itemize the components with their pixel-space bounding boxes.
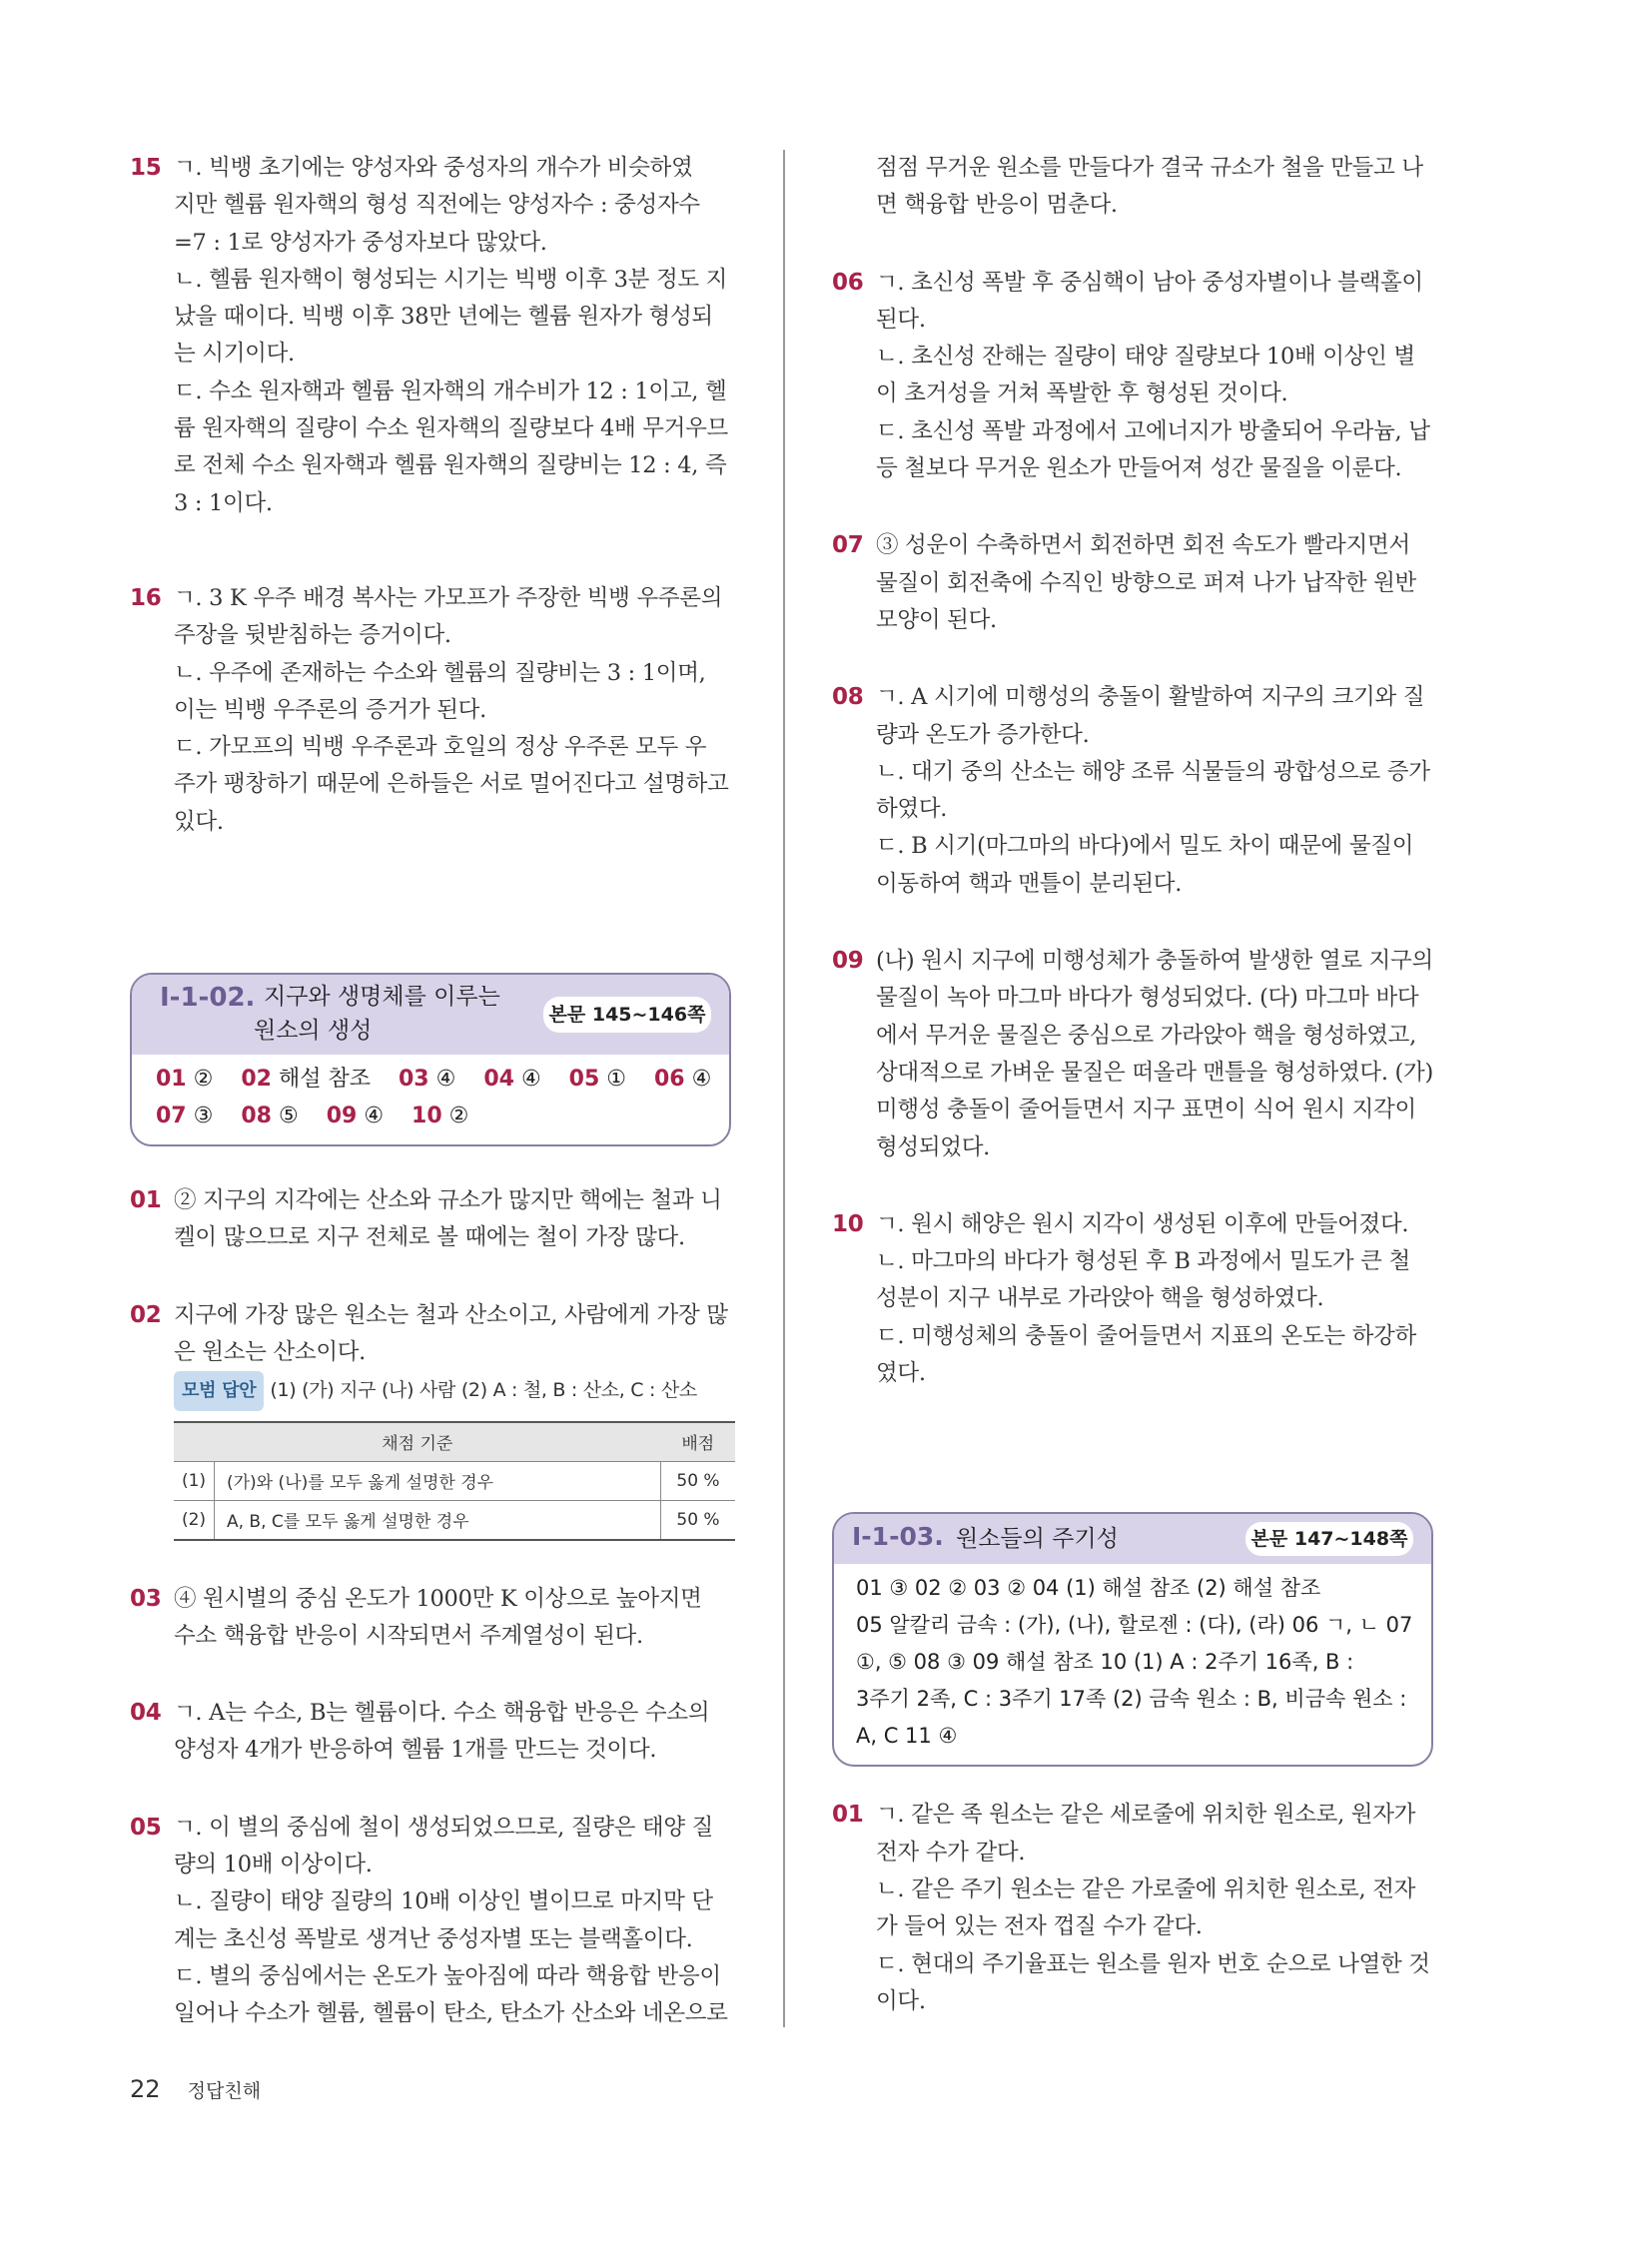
answer-line: ㄱ. A 시기에 미행성의 충돌이 활발하여 지구의 크기와 질 [876, 684, 1425, 711]
answer-line: 가 들어 있는 전자 껍질 수가 같다. [876, 1913, 1203, 1940]
answer-line: ㄴ. 대기 중의 산소는 해양 조류 식물들의 광합성으로 증가 [876, 758, 1430, 785]
model-answer-badge: 모범 답안 [174, 1371, 264, 1410]
answer-key-number: 10 [412, 1104, 442, 1129]
answer-line: 수소 핵융합 반응이 시작되면서 주계열성이 된다. [174, 1622, 643, 1649]
answer-key-row: ①, ⑤ 08 ③ 09 해설 참조 10 (1) A : 2주기 16족, B : [856, 1650, 1354, 1675]
answer-line: ㄷ. 수소 원자핵과 헬륨 원자핵의 개수비가 12 : 1이고, 헬 [174, 377, 727, 404]
answer-line: 전자 수가 같다. [876, 1839, 1026, 1866]
answer-line: 상대적으로 가벼운 물질은 떠올라 맨틀을 형성하였다. (가) [876, 1059, 1433, 1086]
answer-line: 량과 온도가 증가한다. [876, 721, 1090, 748]
answer-16 [130, 580, 729, 841]
column-divider [783, 150, 785, 2027]
answer-08 [832, 679, 1431, 903]
question-number: 01 [130, 1187, 162, 1214]
answer-line: ㄴ. 질량이 태양 질량의 10배 이상인 별이므로 마지막 단 [174, 1888, 713, 1915]
answer-01 [130, 1182, 729, 1257]
section-answer-box-1-03 [832, 1512, 1433, 1767]
answer-03 [130, 1581, 729, 1656]
table-cell: 50 % [661, 1500, 736, 1540]
page-footer [130, 2075, 261, 2103]
question-number: 15 [130, 155, 162, 181]
answer-key-number: 08 [241, 1104, 272, 1129]
answer-line: 났을 때이다. 빅뱅 이후 38만 년에는 헬륨 원자가 형성되 [174, 304, 713, 331]
page-reference: 본문 147~148쪽 [1245, 1522, 1413, 1556]
answer-line: 에서 무거운 물질은 중심으로 가라앉아 핵을 형성하였고, [876, 1022, 1416, 1049]
answer-key-number: 02 [241, 1067, 272, 1093]
answer-line: 계는 초신성 폭발로 생겨난 중성자별 또는 블랙홀이다. [174, 1925, 693, 1952]
answer-line: 된다. [876, 306, 926, 333]
answer-line: ㄱ. 이 별의 중심에 철이 생성되었으므로, 질량은 태양 질 [174, 1814, 714, 1841]
answer-key-value: ② [448, 1104, 469, 1129]
question-number: 16 [130, 584, 162, 611]
answer-line: 이 초거성을 거쳐 폭발한 후 형성된 것이다. [876, 380, 1288, 407]
table-header: 배점 [661, 1422, 736, 1462]
page-reference: 본문 145~146쪽 [543, 997, 711, 1033]
answer-line: 는 시기이다. [174, 341, 295, 368]
answer-line: 주장을 뒷받침하는 증거이다. [174, 622, 451, 649]
answer-key-value: ④ [691, 1067, 712, 1093]
answer-line: 미행성 충돌이 줄어들면서 지구 표면이 식어 원시 지각이 [876, 1097, 1416, 1123]
answer-15 [130, 150, 729, 522]
answer-line: ㄴ. 초신성 잔해는 질량이 태양 질량보다 10배 이상인 별 [876, 344, 1415, 371]
answer-key-number: 07 [156, 1104, 187, 1129]
answer-key-value: ② [193, 1067, 214, 1093]
answer-line: ㄴ. 같은 주기 원소는 같은 가로줄에 위치한 원소로, 전자 [876, 1875, 1416, 1902]
answer-line: 성분이 지구 내부로 가라앉아 핵을 형성하였다. [876, 1285, 1324, 1312]
answer-key-value: ④ [435, 1067, 456, 1093]
section-answer-box-1-02 [130, 973, 731, 1146]
question-number: 10 [832, 1210, 864, 1237]
answer-line: ㄱ. 빅뱅 초기에는 양성자와 중성자의 개수가 비슷하였 [174, 155, 693, 181]
model-answer [174, 1371, 729, 1410]
answer-line: ㄷ. 현대의 주기율표는 원소를 원자 번호 순으로 나열한 것 [876, 1950, 1430, 1977]
section-title: 원소들의 주기성 [956, 1526, 1119, 1553]
right-column [832, 150, 1431, 2020]
section-title-line2: 원소의 생성 [254, 1018, 373, 1045]
answer-02 [130, 1297, 729, 1411]
section-tag: Ⅰ-1-02. [160, 983, 256, 1014]
answer-line: ㄷ. B 시기(마그마의 바다)에서 밀도 차이 때문에 물질이 [876, 833, 1414, 860]
table-cell: 50 % [661, 1461, 736, 1500]
section-tag: Ⅰ-1-03. [852, 1522, 944, 1552]
answer-key [132, 1055, 729, 1144]
question-number: 04 [130, 1700, 162, 1727]
answer-key-number: 01 [156, 1067, 187, 1093]
question-number: 01 [832, 1802, 864, 1829]
question-number: 02 [130, 1301, 162, 1328]
answer-line: 켈이 많으므로 지구 전체로 볼 때에는 철이 가장 많다. [174, 1224, 685, 1251]
answer-line: ③ 성운이 수축하면서 회전하면 회전 속도가 빨라지면서 [876, 532, 1410, 559]
answer-line: 물질이 녹아 마그마 바다가 형성되었다. (다) 마그마 바다 [876, 985, 1419, 1012]
answer-line: ㄱ. 3 K 우주 배경 복사는 가모프가 주장한 빅뱅 우주론의 [174, 584, 723, 611]
answer-line: 주가 팽창하기 때문에 은하들은 서로 멀어진다고 설명하고 [174, 771, 729, 798]
table-row [174, 1500, 735, 1540]
answer-line: ㄴ. 우주에 존재하는 수소와 헬륨의 질량비는 3 : 1이며, [174, 659, 706, 686]
answer-key-number: 06 [654, 1067, 685, 1093]
section-header [132, 975, 729, 1055]
table-header: 채점 기준 [174, 1422, 661, 1462]
question-number: 08 [832, 684, 864, 711]
answer-line: ㄱ. A는 수소, B는 헬륨이다. 수소 핵융합 반응은 수소의 [174, 1700, 710, 1727]
answer-key-row: A, C 11 ④ [856, 1724, 958, 1749]
answer-key-number: 05 [568, 1067, 600, 1093]
answer-line: 은 원소는 산소이다. [174, 1338, 367, 1365]
answer-line: 모양이 된다. [876, 606, 997, 633]
model-answer-text: (1) (가) 지구 (나) 사람 (2) A : 철, B : 산소, C : 산소 [270, 1379, 697, 1402]
left-column [130, 150, 729, 2033]
answer-key-row: 05 알칼리 금속 : (가), (나), 할로젠 : (다), (라) 06 ㄱ, ㄴ 07 [856, 1613, 1413, 1638]
answer-line: 있다. [174, 808, 224, 835]
page-number: 22 [130, 2075, 161, 2103]
grading-table [174, 1421, 735, 1541]
answer-05-continued [832, 150, 1431, 225]
answer-key-number: 04 [483, 1067, 514, 1093]
answer-key [834, 1564, 1431, 1765]
answer-key-value: ④ [364, 1104, 385, 1129]
table-row [174, 1461, 735, 1500]
answer-key-number: 09 [326, 1104, 358, 1129]
answer-key-row: 01 ③ 02 ② 03 ② 04 (1) 해설 참조 (2) 해설 참조 [856, 1576, 1321, 1601]
answer-line: ㄷ. 미행성체의 충돌이 줄어들면서 지표의 온도는 하강하 [876, 1322, 1416, 1349]
answer-line: 면 핵융합 반응이 멈춘다. [876, 192, 1118, 219]
answer-04 [130, 1695, 729, 1770]
answer-line: ㄷ. 초신성 폭발 과정에서 고에너지가 방출되어 우라늄, 납 [876, 417, 1430, 444]
answer-line: ㄷ. 가모프의 빅뱅 우주론과 호일의 정상 우주론 모두 우 [174, 734, 707, 761]
answer-line: 지구에 가장 많은 원소는 철과 산소이고, 사람에게 가장 많 [174, 1301, 728, 1328]
question-number: 06 [832, 269, 864, 296]
question-number: 07 [832, 532, 864, 559]
answer-line: 지만 헬륨 원자핵의 형성 직전에는 양성자수 : 중성자수 [174, 192, 700, 219]
answer-key-value: ⑤ [278, 1104, 299, 1129]
table-cell: (1) [174, 1461, 215, 1500]
answer-line: 3 : 1이다. [174, 489, 273, 516]
answer-09 [832, 943, 1431, 1166]
answer-line: ② 지구의 지각에는 산소와 규소가 많지만 핵에는 철과 니 [174, 1187, 722, 1214]
table-cell: (2) [174, 1500, 215, 1540]
answer-line: 이동하여 핵과 맨틀이 분리된다. [876, 870, 1183, 897]
answer-line: 로 전체 수소 원자핵과 헬륨 원자핵의 질량비는 12 : 4, 즉 [174, 452, 727, 479]
answer-key-number: 03 [398, 1067, 429, 1093]
answer-line: (나) 원시 지구에 미행성체가 충돌하여 발생한 열로 지구의 [876, 948, 1433, 975]
answer-line: 물질이 회전축에 수직인 방향으로 퍼져 나가 납작한 원반 [876, 569, 1416, 596]
answer-05 [130, 1810, 729, 2033]
answer-key-value: ③ [193, 1104, 214, 1129]
answer-line: ㄷ. 별의 중심에서는 온도가 높아짐에 따라 핵융합 반응이 [174, 1962, 721, 1989]
answer-line: ㄴ. 마그마의 바다가 형성된 후 B 과정에서 밀도가 큰 철 [876, 1248, 1410, 1275]
answer-line: 였다. [876, 1360, 926, 1387]
answer-line: 륨 원자핵의 질량이 수소 원자핵의 질량보다 4배 무거우므 [174, 415, 728, 442]
answer-line: 양성자 4개가 반응하여 헬륨 1개를 만드는 것이다. [174, 1737, 657, 1764]
answer-10 [832, 1206, 1431, 1392]
answer-line: 점점 무거운 원소를 만들다가 결국 규소가 철을 만들고 나 [876, 155, 1423, 181]
answer-line: 이는 빅뱅 우주론의 증거가 된다. [174, 696, 486, 723]
answer-line: ㄱ. 초신성 폭발 후 중심핵이 남아 중성자별이나 블랙홀이 [876, 269, 1423, 296]
answer-key-value: ④ [520, 1067, 541, 1093]
section-header [834, 1514, 1431, 1564]
answer-key-row [156, 1098, 711, 1134]
answer-line: ㄱ. 원시 해양은 원시 지각이 생성된 이후에 만들어졌다. [876, 1210, 1409, 1237]
question-number: 09 [832, 948, 864, 975]
answer-line: 형성되었다. [876, 1133, 991, 1160]
answer-key-row [156, 1061, 711, 1098]
question-number: 03 [130, 1585, 162, 1612]
answer-07 [832, 527, 1431, 639]
answer-line: 량의 10배 이상이다. [174, 1852, 373, 1878]
question-number: 05 [130, 1814, 162, 1841]
table-header-row [174, 1422, 735, 1462]
table-cell: A, B, C를 모두 옳게 설명한 경우 [215, 1500, 661, 1540]
answer-line: 이다. [876, 1987, 926, 2014]
answer-line: ㄱ. 같은 족 원소는 같은 세로줄에 위치한 원소로, 원자가 [876, 1802, 1416, 1829]
answer-01-section-3 [832, 1797, 1431, 2020]
answer-key-value: 해설 참조 [278, 1067, 371, 1093]
table-cell: (가)와 (나)를 모두 옳게 설명한 경우 [215, 1461, 661, 1500]
answer-line: 등 철보다 무거운 원소가 만들어져 성간 물질을 이룬다. [876, 455, 1402, 482]
answer-line: 하였다. [876, 796, 948, 823]
book-title: 정답친해 [187, 2080, 262, 2102]
answer-06 [832, 265, 1431, 488]
answer-line: 일어나 수소가 헬륨, 헬륨이 탄소, 탄소가 산소와 네온으로 [174, 2000, 728, 2027]
answer-key-value: ① [606, 1067, 627, 1093]
section-title-line1: 지구와 생명체를 이루는 [264, 984, 500, 1011]
answer-line: =7 : 1로 양성자가 중성자보다 많았다. [174, 229, 547, 256]
answer-key-row: 3주기 2족, C : 3주기 17족 (2) 금속 원소 : B, 비금속 원소 : [856, 1687, 1407, 1712]
answer-line: ④ 원시별의 중심 온도가 1000만 K 이상으로 높아지면 [174, 1585, 702, 1612]
answer-line: ㄴ. 헬륨 원자핵이 형성되는 시기는 빅뱅 이후 3분 정도 지 [174, 266, 728, 293]
